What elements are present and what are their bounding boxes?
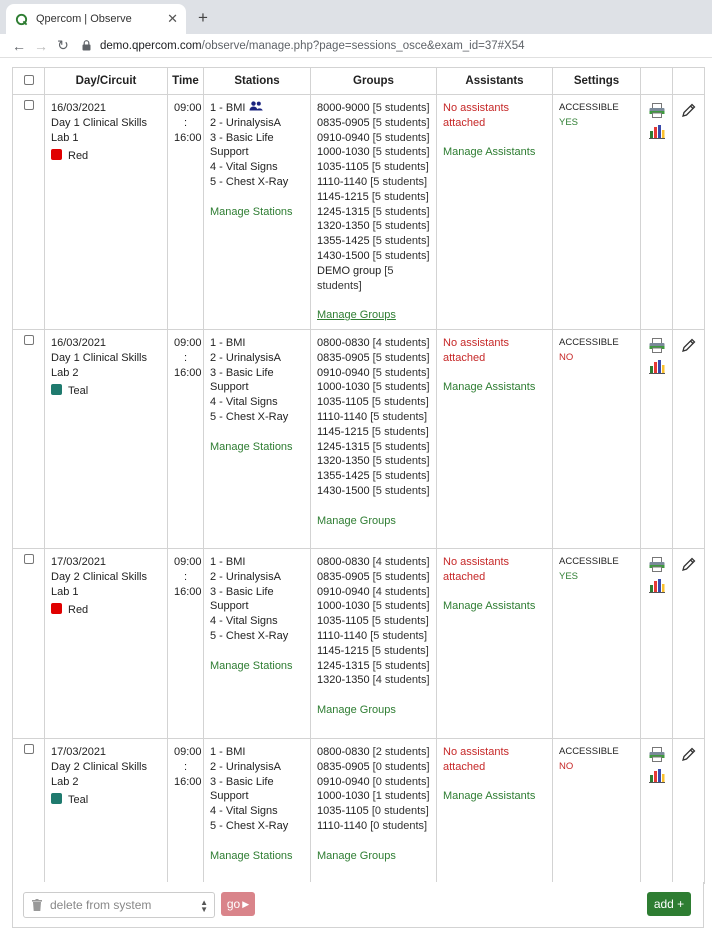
- station-item: 5 - Chest X-Ray: [210, 819, 289, 832]
- group-name: 0910-0940: [317, 775, 370, 788]
- group-item: 0910-0940 [5 students]: [317, 366, 430, 379]
- group-count: 0 students: [375, 775, 427, 788]
- group-name: 1430-1500: [317, 249, 370, 262]
- no-assistants-text: No assistants attached: [443, 745, 510, 773]
- print-icon[interactable]: [647, 747, 666, 762]
- group-count: 5 students: [317, 264, 394, 292]
- station-item: 1 - BMI: [210, 101, 304, 116]
- group-name: 1000-1030: [317, 790, 370, 803]
- time-start: 09:00: [174, 336, 202, 349]
- group-name: 1110-1140: [317, 629, 368, 642]
- station-item: 2 - UrinalysisA: [210, 116, 281, 129]
- group-count: 5 students: [375, 235, 427, 248]
- manage-groups-link[interactable]: Manage Groups: [317, 514, 396, 527]
- group-count: 5 students: [375, 659, 427, 672]
- go-label: go: [226, 897, 241, 911]
- group-item: 0835-0905 [5 students]: [317, 351, 430, 364]
- edit-pencil-icon[interactable]: [679, 557, 698, 572]
- time-separator: :: [183, 570, 188, 583]
- time-cell: [168, 329, 204, 548]
- station-item: 1 - BMI: [210, 336, 246, 349]
- play-icon: ▶: [242, 898, 250, 909]
- group-count: 5 students: [375, 116, 427, 129]
- color-swatch: [51, 793, 62, 804]
- group-count: 1 students: [375, 790, 427, 803]
- row-select-cell: [13, 548, 45, 738]
- time-cell: [168, 548, 204, 738]
- circuit-name: Day 2 Clinical Skills Lab 1: [51, 570, 147, 598]
- group-item: 1320-1350 [5 students]: [317, 220, 430, 233]
- group-item: 1430-1500 [5 students]: [317, 484, 430, 497]
- group-count: 5 students: [375, 600, 427, 613]
- group-count: 5 students: [373, 629, 425, 642]
- no-assistants-text: No assistants attached: [443, 336, 510, 364]
- groups-cell: [311, 329, 437, 548]
- close-tab-icon[interactable]: ✕: [167, 11, 178, 26]
- manage-groups-link[interactable]: Manage Groups: [317, 703, 396, 716]
- station-item: 3 - Basic Life Support: [210, 131, 274, 159]
- circuit-color: [51, 603, 161, 618]
- station-item: 4 - Vital Signs: [210, 805, 278, 818]
- group-count: 5 students: [374, 396, 426, 409]
- color-name: Teal: [68, 794, 89, 807]
- statistics-chart-icon[interactable]: [647, 768, 666, 783]
- day-circuit-cell: [45, 95, 168, 330]
- back-icon[interactable]: ←: [12, 37, 26, 54]
- group-count: 5 students: [375, 146, 427, 159]
- actions-cell: [641, 95, 673, 330]
- group-item: 1110-1140 [5 students]: [317, 175, 428, 188]
- group-item: 1145-1215 [5 students]: [317, 190, 429, 203]
- group-item: 0835-0905 [5 students]: [317, 116, 430, 129]
- group-item: DEMO group [5 students]: [317, 264, 394, 292]
- assistants-cell: [437, 548, 553, 738]
- browser-toolbar: [0, 34, 712, 58]
- group-count: 5 students: [375, 455, 427, 468]
- group-item: 1000-1030 [5 students]: [317, 146, 430, 159]
- row-checkbox[interactable]: [24, 335, 34, 345]
- time-start: 09:00: [174, 745, 202, 758]
- actions-cell: [641, 329, 673, 548]
- color-swatch: [51, 149, 62, 160]
- time-cell: [168, 95, 204, 330]
- group-name: 1035-1105: [317, 805, 369, 818]
- edit-cell: [673, 738, 705, 883]
- tab-title: Qpercom | Observe: [36, 13, 132, 25]
- new-tab-icon[interactable]: +: [198, 8, 208, 27]
- url-path: /observe/manage.php?page=sessions_osce&exam_id=37#X54: [201, 39, 525, 52]
- browser-tab[interactable]: [6, 4, 186, 34]
- circuit-name: Day 1 Clinical Skills Lab 2: [51, 351, 147, 379]
- group-item: 1035-1105 [5 students]: [317, 615, 429, 628]
- forward-icon[interactable]: →: [34, 37, 48, 54]
- group-count: 5 students: [374, 615, 426, 628]
- group-name: 1320-1350: [317, 455, 370, 468]
- settings-cell: [553, 738, 641, 883]
- header-actions: [641, 68, 673, 95]
- group-item: 1355-1425 [5 students]: [317, 235, 430, 248]
- qpercom-logo-icon: [14, 12, 28, 26]
- group-name: 1430-1500: [317, 484, 370, 497]
- manage-stations-link[interactable]: Manage Stations: [210, 849, 293, 862]
- group-name: 1035-1105: [317, 615, 369, 628]
- manage-assistants-link[interactable]: Manage Assistants: [443, 381, 536, 394]
- row-checkbox[interactable]: [24, 744, 34, 754]
- group-item: 8000-9000 [5 students]: [317, 102, 430, 114]
- group-count: 5 students: [375, 102, 427, 114]
- group-item: 1245-1315 [5 students]: [317, 659, 430, 672]
- group-item: 1355-1425 [5 students]: [317, 470, 430, 483]
- row-select-cell: [13, 738, 45, 883]
- group-item: 1000-1030 [5 students]: [317, 600, 430, 613]
- group-item: 1320-1350 [4 students]: [317, 674, 430, 687]
- group-name: DEMO group: [317, 264, 382, 277]
- accessible-label: ACCESSIBLE: [559, 102, 619, 113]
- accessible-label: ACCESSIBLE: [559, 745, 619, 757]
- group-count: 4 students: [375, 674, 427, 687]
- day-circuit-cell: [45, 329, 168, 548]
- select-arrows-icon: ▲ ▼: [200, 898, 208, 914]
- group-name: 0910-0940: [317, 131, 370, 144]
- group-item: 0800-0830 [4 students]: [317, 336, 430, 349]
- manage-assistants-link[interactable]: Manage Assistants: [443, 146, 536, 159]
- group-name: 1110-1140: [317, 410, 368, 423]
- manage-stations-link[interactable]: Manage Stations: [210, 440, 293, 453]
- group-count: 5 students: [375, 249, 427, 262]
- group-count: 5 students: [373, 175, 425, 188]
- color-name: Teal: [68, 385, 89, 398]
- group-count: 4 students: [375, 336, 427, 349]
- group-count: 4 students: [375, 585, 427, 598]
- time-end: 16:00: [174, 366, 202, 379]
- accessible-value: NO: [559, 760, 574, 772]
- row-checkbox[interactable]: [24, 554, 34, 564]
- group-name: 1145-1215: [317, 644, 369, 657]
- no-assistants-text: No assistants attached: [443, 102, 510, 129]
- group-item: 1430-1500 [5 students]: [317, 249, 430, 262]
- group-name: 1145-1215: [317, 425, 369, 438]
- group-name: 1145-1215: [317, 190, 369, 203]
- actions-cell: [641, 738, 673, 883]
- group-item: 1035-1105 [5 students]: [317, 161, 429, 174]
- stations-cell: [204, 548, 311, 738]
- group-item: 0910-0940 [4 students]: [317, 585, 430, 598]
- session-date: 17/03/2021: [51, 555, 107, 568]
- header-time: Time: [168, 68, 204, 95]
- station-item: 2 - UrinalysisA: [210, 351, 281, 364]
- accessible-value: YES: [559, 116, 579, 128]
- group-item: 1320-1350 [5 students]: [317, 455, 430, 468]
- time-end: 16:00: [174, 131, 202, 144]
- station-item: 5 - Chest X-Ray: [210, 175, 289, 188]
- group-name: 1355-1425: [317, 470, 370, 483]
- time-start: 09:00: [174, 102, 202, 114]
- session-row: [13, 548, 705, 738]
- circuit-name: Day 1 Clinical Skills Lab 1: [51, 116, 147, 144]
- group-name: 1110-1140: [317, 175, 368, 188]
- select-all-checkbox[interactable]: [24, 75, 34, 85]
- station-item: 4 - Vital Signs: [210, 161, 278, 174]
- group-name: 1110-1140: [317, 819, 368, 832]
- manage-stations-link[interactable]: Manage Stations: [210, 205, 293, 218]
- group-name: 1000-1030: [317, 146, 370, 159]
- session-date: 16/03/2021: [51, 102, 107, 114]
- accessible-label: ACCESSIBLE: [559, 555, 619, 567]
- manage-stations-link[interactable]: Manage Stations: [210, 659, 293, 672]
- header-groups: Groups: [311, 68, 437, 95]
- time-separator: :: [183, 116, 188, 129]
- manage-groups-link[interactable]: Manage Groups: [317, 849, 396, 862]
- accessible-value: YES: [559, 570, 579, 582]
- time-end: 16:00: [174, 585, 202, 598]
- statistics-chart-icon[interactable]: [647, 124, 666, 139]
- group-name: 0800-0830: [317, 336, 370, 349]
- group-name: 0910-0940: [317, 585, 370, 598]
- group-item: 1245-1315 [5 students]: [317, 205, 430, 218]
- station-item: 1 - BMI: [210, 555, 246, 568]
- group-name: 1000-1030: [317, 381, 370, 394]
- stations-cell: [204, 738, 311, 883]
- time-end: 16:00: [174, 775, 202, 788]
- group-name: 0910-0940: [317, 366, 370, 379]
- settings-cell: [553, 548, 641, 738]
- edit-pencil-icon[interactable]: [679, 338, 698, 353]
- station-item: 2 - UrinalysisA: [210, 570, 281, 583]
- group-name: 0835-0905: [317, 570, 370, 583]
- station-item: 4 - Vital Signs: [210, 615, 278, 628]
- settings-cell: [553, 95, 641, 330]
- header-settings: Settings: [553, 68, 641, 95]
- group-count: 0 students: [373, 819, 425, 832]
- circuit-name: Day 2 Clinical Skills Lab 2: [51, 760, 147, 788]
- day-circuit-cell: [45, 738, 168, 883]
- group-count: 5 students: [375, 484, 427, 497]
- assistants-cell: [437, 738, 553, 883]
- time-separator: :: [183, 351, 188, 364]
- edit-pencil-icon[interactable]: [679, 747, 698, 762]
- station-item: 1 - BMI: [210, 745, 246, 758]
- group-count: 5 students: [375, 570, 427, 583]
- group-name: 1035-1105: [317, 161, 369, 174]
- lock-icon: [82, 40, 94, 51]
- group-count: 5 students: [375, 351, 427, 364]
- station-item: 3 - Basic Life Support: [210, 366, 274, 394]
- day-circuit-cell: [45, 548, 168, 738]
- manage-groups-link[interactable]: Manage Groups: [317, 309, 396, 322]
- table-header-row: [13, 68, 705, 95]
- group-count: 5 students: [374, 190, 426, 203]
- group-item: 0910-0940 [5 students]: [317, 131, 430, 144]
- color-name: Red: [68, 150, 89, 163]
- group-name: 0800-0830: [317, 745, 370, 758]
- time-cell: [168, 738, 204, 883]
- accessible-label: ACCESSIBLE: [559, 336, 619, 348]
- group-item: 1035-1105 [0 students]: [317, 805, 429, 818]
- group-item: 1110-1140 [5 students]: [317, 410, 428, 423]
- group-count: 0 students: [375, 760, 427, 773]
- group-name: 1245-1315: [317, 440, 370, 453]
- row-select-cell: [13, 95, 45, 330]
- group-count: 5 students: [375, 366, 427, 379]
- assistants-cell: [437, 329, 553, 548]
- row-checkbox[interactable]: [24, 100, 34, 110]
- station-item: 5 - Chest X-Ray: [210, 629, 289, 642]
- group-count: 5 students: [375, 205, 427, 218]
- stations-cell: [204, 95, 311, 330]
- group-item: 1145-1215 [5 students]: [317, 425, 429, 438]
- header-assistants: Assistants: [437, 68, 553, 95]
- group-item: 1110-1140 [0 students]: [317, 819, 428, 832]
- url-host: demo.qpercom.com: [100, 39, 202, 52]
- groups-cell: [311, 95, 437, 330]
- group-item: 1110-1140 [5 students]: [317, 629, 428, 642]
- group-item: 1245-1315 [5 students]: [317, 440, 430, 453]
- circuit-color: [51, 384, 161, 399]
- group-name: 0835-0905: [317, 760, 370, 773]
- go-button[interactable]: [221, 892, 255, 916]
- group-count: 5 students: [375, 381, 427, 394]
- trash-icon: [32, 899, 42, 911]
- session-row: [13, 738, 705, 883]
- sessions-table: [12, 67, 705, 884]
- group-name: 1355-1425: [317, 235, 370, 248]
- group-item: 1035-1105 [5 students]: [317, 396, 429, 409]
- group-count: 5 students: [375, 220, 427, 233]
- group-count: 5 students: [374, 644, 426, 657]
- group-count: 0 students: [374, 805, 426, 818]
- group-item: 1145-1215 [5 students]: [317, 644, 429, 657]
- group-name: 1245-1315: [317, 659, 370, 672]
- group-name: 1035-1105: [317, 396, 369, 409]
- group-count: 5 students: [375, 470, 427, 483]
- station-item: 4 - Vital Signs: [210, 396, 278, 409]
- group-item: 0910-0940 [0 students]: [317, 775, 430, 788]
- header-edit: [673, 68, 705, 95]
- group-count: 5 students: [374, 425, 426, 438]
- bulk-action-bar: [12, 882, 704, 928]
- group-count: 5 students: [374, 161, 426, 174]
- color-swatch: [51, 603, 62, 614]
- station-item: 2 - UrinalysisA: [210, 760, 281, 773]
- circuit-color: [51, 149, 161, 164]
- group-count: 4 students: [375, 555, 427, 568]
- header-stations: Stations: [204, 68, 311, 95]
- group-name: 1320-1350: [317, 674, 370, 687]
- circuit-color: [51, 793, 161, 808]
- time-start: 09:00: [174, 555, 202, 568]
- stations-cell: [204, 329, 311, 548]
- statistics-chart-icon[interactable]: [647, 578, 666, 593]
- address-bar[interactable]: [82, 40, 525, 52]
- color-swatch: [51, 384, 62, 395]
- add-session-button[interactable]: add +: [647, 892, 691, 916]
- groups-cell: [311, 738, 437, 883]
- actions-cell: [641, 548, 673, 738]
- bulk-action-selected: delete from system: [50, 898, 152, 912]
- reload-icon[interactable]: ↻: [57, 37, 69, 53]
- no-assistants-text: No assistants attached: [443, 555, 510, 583]
- station-item: 5 - Chest X-Ray: [210, 410, 289, 423]
- session-row: [13, 329, 705, 548]
- group-item: 0800-0830 [4 students]: [317, 555, 430, 568]
- group-item: 0835-0905 [5 students]: [317, 570, 430, 583]
- station-item: 3 - Basic Life Support: [210, 585, 274, 613]
- row-select-cell: [13, 329, 45, 548]
- group-count: 5 students: [375, 440, 427, 453]
- time-separator: :: [183, 760, 188, 773]
- group-item: 1000-1030 [5 students]: [317, 381, 430, 394]
- station-item: 3 - Basic Life Support: [210, 775, 274, 803]
- session-row: [13, 95, 705, 330]
- accessible-value: NO: [559, 351, 574, 363]
- assistants-cell: [437, 95, 553, 330]
- select-all-cell: [13, 68, 45, 95]
- print-icon[interactable]: [647, 103, 666, 118]
- group-name: 8000-9000: [317, 102, 370, 114]
- bulk-action-select[interactable]: [23, 892, 215, 918]
- print-icon[interactable]: [647, 557, 666, 572]
- edit-cell: [673, 548, 705, 738]
- manage-assistants-link[interactable]: Manage Assistants: [443, 790, 536, 803]
- edit-pencil-icon[interactable]: [679, 103, 698, 118]
- group-name: 0800-0830: [317, 555, 370, 568]
- group-count: 2 students: [375, 745, 427, 758]
- group-name: 1320-1350: [317, 220, 370, 233]
- group-name: 1245-1315: [317, 205, 370, 218]
- group-name: 1000-1030: [317, 600, 370, 613]
- manage-assistants-link[interactable]: Manage Assistants: [443, 600, 536, 613]
- session-date: 17/03/2021: [51, 745, 107, 758]
- statistics-chart-icon[interactable]: [647, 359, 666, 374]
- edit-cell: [673, 95, 705, 330]
- print-icon[interactable]: [647, 338, 666, 353]
- color-name: Red: [68, 604, 89, 617]
- edit-cell: [673, 329, 705, 548]
- group-name: 0835-0905: [317, 116, 370, 129]
- browser-tab-bar: [0, 0, 712, 34]
- group-item: 0800-0830 [2 students]: [317, 745, 430, 758]
- sessions-table-wrapper: [12, 67, 704, 884]
- session-date: 16/03/2021: [51, 336, 107, 349]
- header-day-circuit: Day/Circuit: [45, 68, 168, 95]
- group-count: 5 students: [373, 410, 425, 423]
- group-count: 5 students: [375, 131, 427, 144]
- group-name: 0835-0905: [317, 351, 370, 364]
- settings-cell: [553, 329, 641, 548]
- group-people-icon: [249, 102, 263, 114]
- group-item: 1000-1030 [1 students]: [317, 790, 430, 803]
- group-item: 0835-0905 [0 students]: [317, 760, 430, 773]
- groups-cell: [311, 548, 437, 738]
